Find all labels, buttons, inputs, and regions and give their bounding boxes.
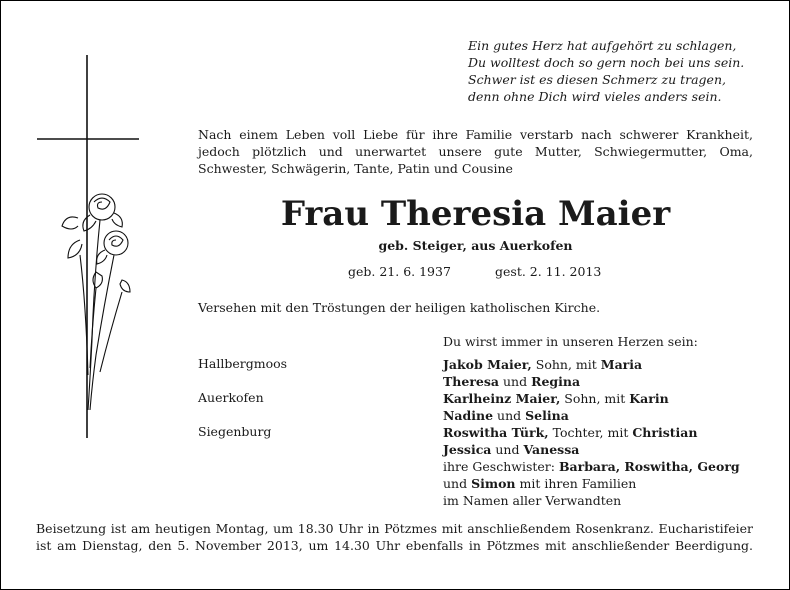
intro-line: jedoch plötzlich und unerwartet unsere gute Mutter, Schwiegermutter, Oma, [198,144,753,159]
intro-line: Schwester, Schwägerin, Tante, Patin und Cousine [198,161,513,176]
birth-date: geb. 21. 6. 1937 [348,264,451,279]
deceased-name: Frau Theresia Maier [280,194,671,234]
mourner-line: im Namen aller Verwandten [443,493,622,508]
faith-line: Versehen mit den Tröstungen der heiligen katholischen Kirche. [198,300,601,315]
mourner-line: Jessica und Vanessa [443,442,580,457]
place-hallbergmoos: Hallbergmoos [198,356,288,371]
funeral-details [36,520,753,554]
remember-line: Du wirst immer in unseren Herzen sein: [443,334,698,349]
funeral-line: Beisetzung ist am heutigen Montag, um 18.30 Uhr in Pötzmes mit anschließendem Rosenkranz. Eucharistifeier [36,521,753,536]
intro-text [198,126,753,177]
poem-line: Ein gutes Herz hat aufgehört zu schlagen, [468,38,737,53]
mourner-line: Theresa und Regina [443,374,581,389]
place-siegenburg: Siegenburg [198,424,272,439]
poem [468,37,744,105]
rose-bouquet-icon [62,194,130,410]
poem-line: Du wolltest doch so gern noch bei uns sein. [468,55,745,70]
mourner-line: Roswitha Türk, Tochter, mit Christian [443,425,698,440]
intro-line: Nach einem Leben voll Liebe für ihre Familie verstarb nach schwerer Krankheit, [198,127,753,142]
place-auerkofen: Auerkofen [198,390,264,405]
mourner-line: ihre Geschwister: Barbara, Roswitha, Georg [443,459,740,474]
mourner-line: Nadine und Selina [443,408,569,423]
maiden-name: geb. Steiger, aus Auerkofen [378,238,573,253]
funeral-line: ist am Dienstag, den 5. November 2013, um 14.30 Uhr ebenfalls in Pötzmes mit anschließender Beerdigung. [36,538,753,553]
cross-icon [30,50,140,440]
mourner-line: Karlheinz Maier, Sohn, mit Karin [443,391,669,406]
poem-line: Schwer ist es diesen Schmerz zu tragen, [468,72,726,87]
poem-line: denn ohne Dich wird vieles anders sein. [468,89,722,104]
mourner-line: und Simon mit ihren Familien [443,476,637,491]
mourner-line: Jakob Maier, Sohn, mit Maria [443,357,643,372]
death-date: gest. 2. 11. 2013 [495,264,602,279]
mourners-list [443,356,753,509]
